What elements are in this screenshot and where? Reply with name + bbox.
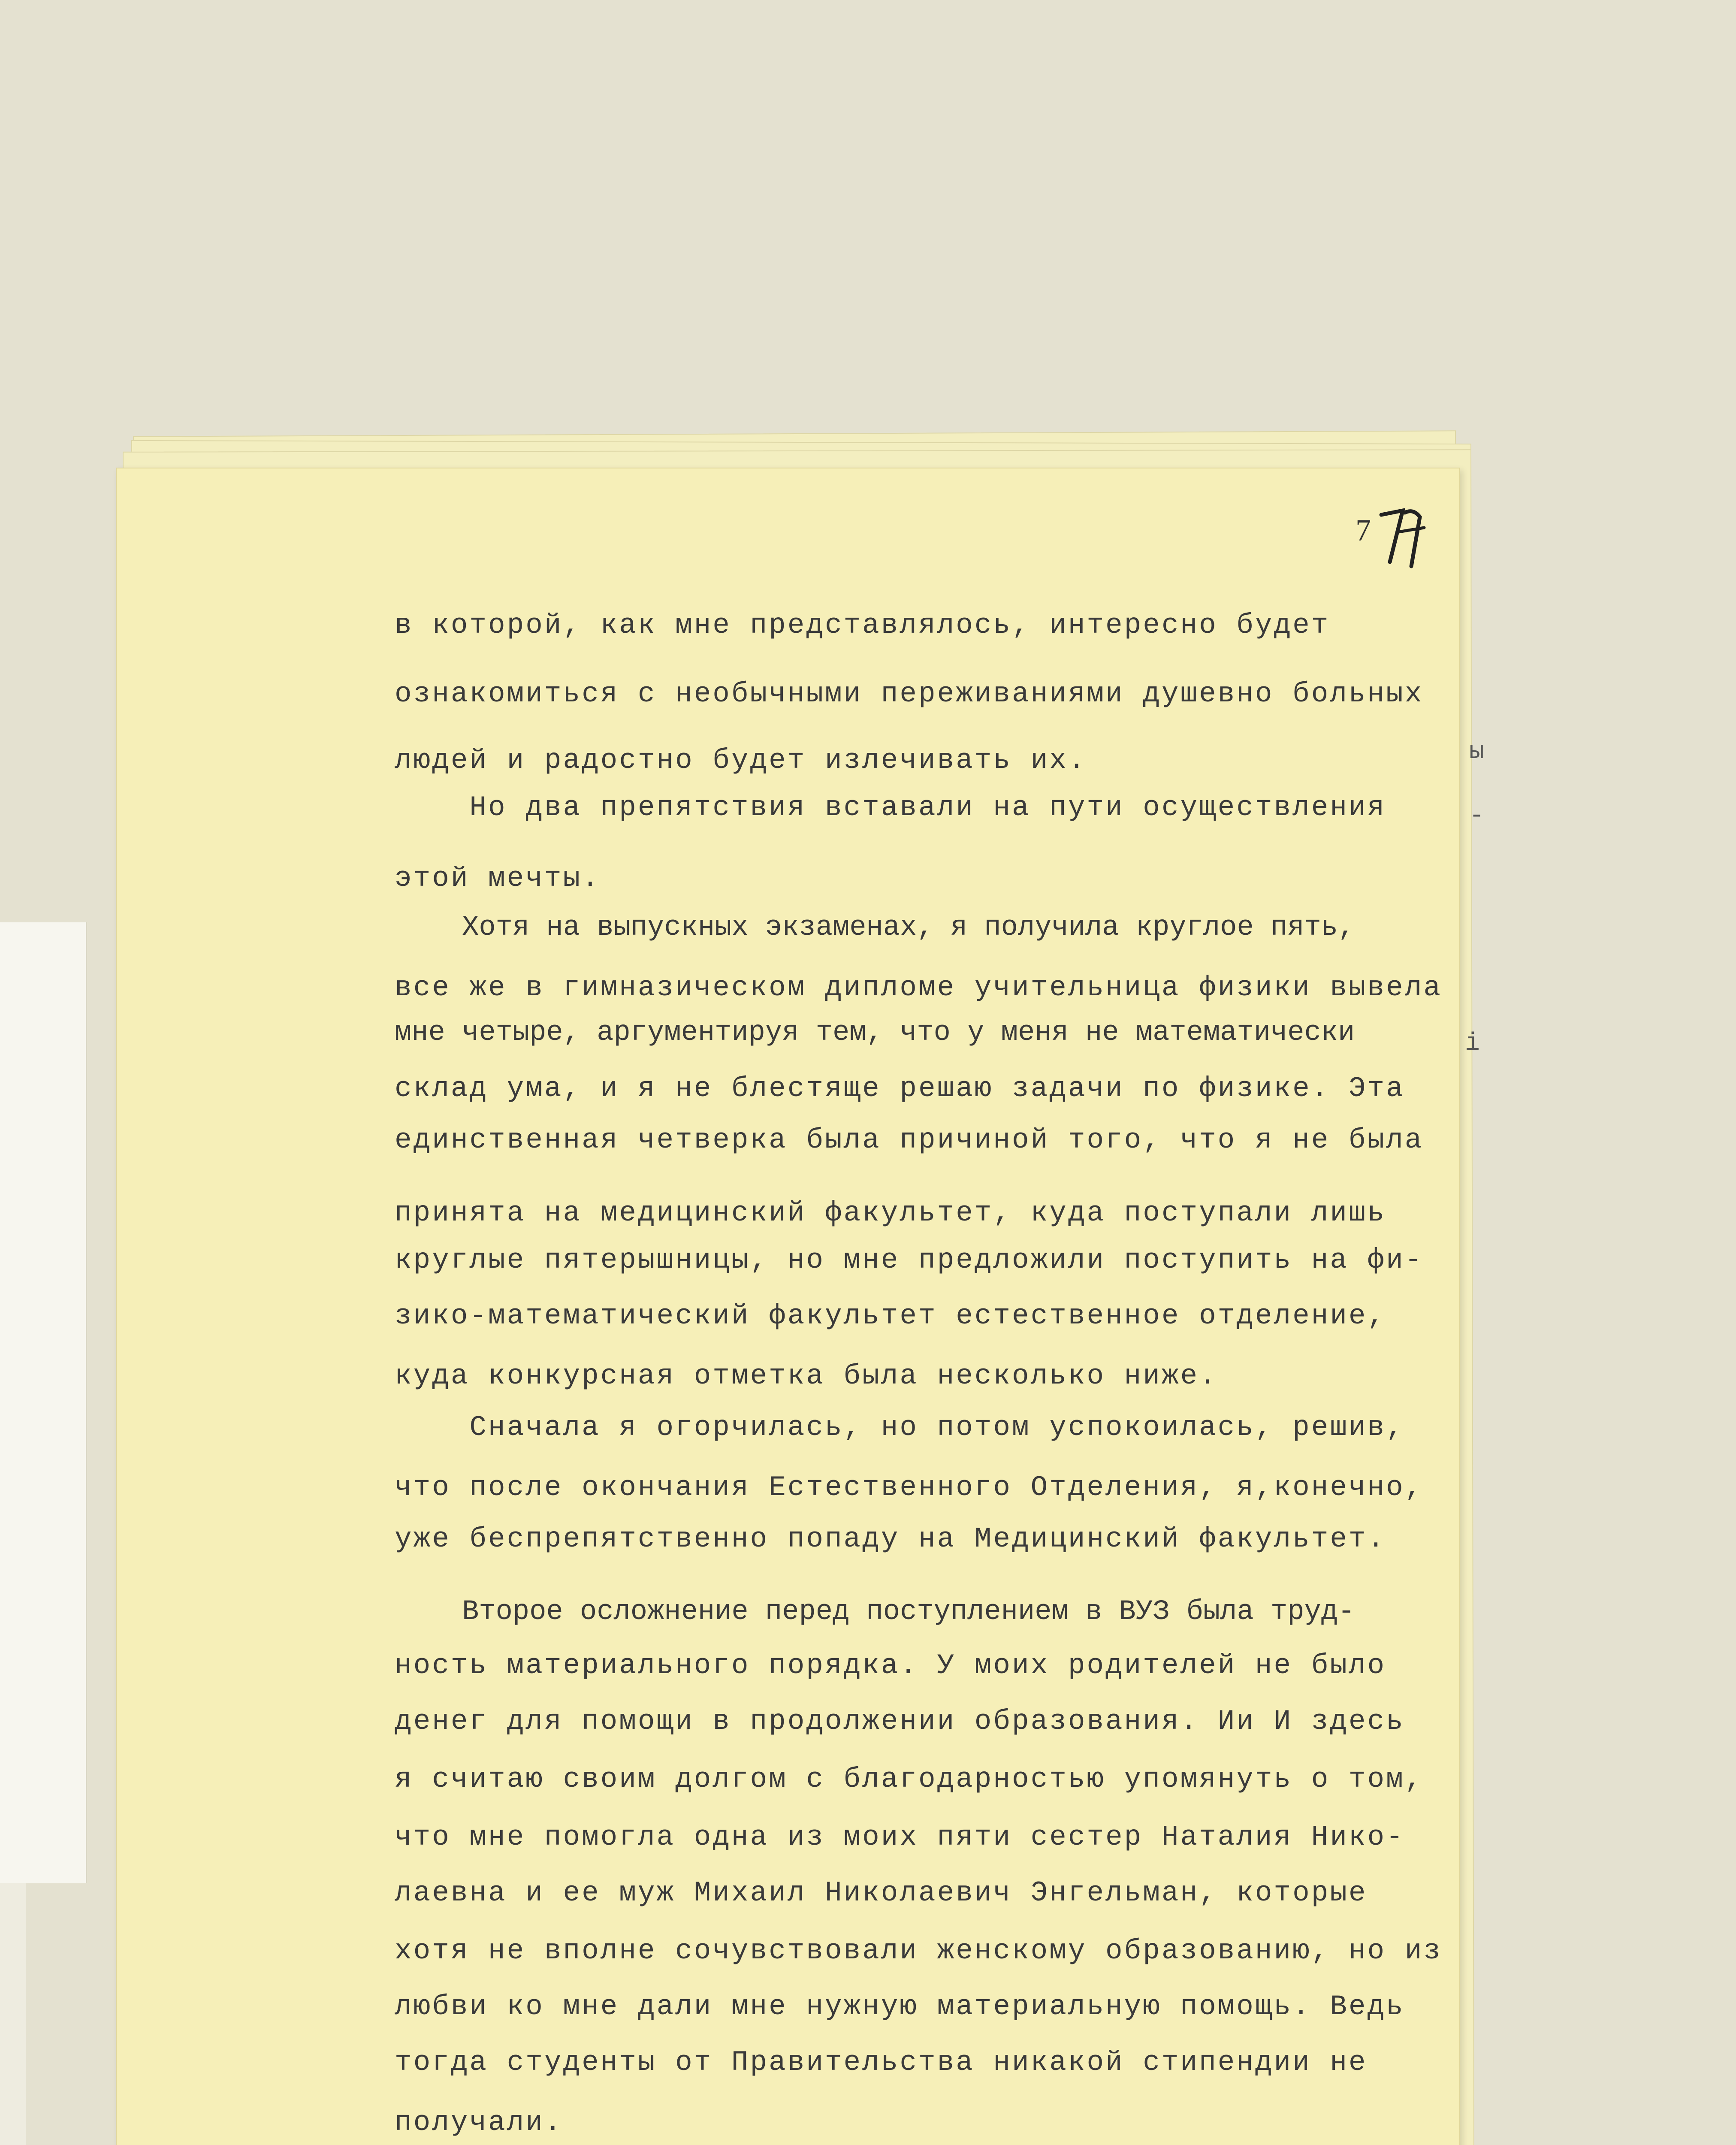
text-line: круглые пятерышницы, но мне предложили поступить на фи- — [395, 1244, 1424, 1276]
text-line: хотя не вполне сочувствовали женскому образованию, но из — [395, 1935, 1442, 1967]
text-line: что после окончания Естественного Отделения, я,конечно, — [395, 1471, 1424, 1504]
text-line: тогда студенты от Правительства никакой стипендии не — [395, 2046, 1368, 2079]
left-adjacent-page — [0, 922, 87, 1883]
text-line: лаевна и ее муж Михаил Николаевич Энгельман, которые — [395, 1877, 1368, 1909]
left-page-edge — [0, 1883, 26, 2145]
text-line: этой мечты. — [395, 862, 601, 894]
text-line: мне четыре, аргументируя тем, что у меня не математически — [395, 1017, 1355, 1048]
text-line: куда конкурсная отметка была несколько ниже. — [395, 1360, 1218, 1392]
text-line: Второе осложнение перед поступлением в ВУЗ была труд- — [395, 1596, 1355, 1628]
text-line: что мне помогла одна из моих пяти сестер Наталия Нико- — [395, 1821, 1405, 1853]
edge-mark: ы — [1469, 738, 1484, 766]
text-line: единственная четверка была причиной того, что я не была — [395, 1124, 1424, 1156]
text-line: Сначала я огорчилась, но потом успокоилась, решив, — [395, 1411, 1405, 1444]
edge-mark: і — [1465, 1030, 1480, 1057]
text-line: я считаю своим долгом с благодарностью упомянуть о том, — [395, 1763, 1424, 1795]
page-number: 7 — [1356, 513, 1371, 547]
text-line: ознакомиться с необычными переживаниями душевно больных — [395, 678, 1424, 710]
text-line: ность материального порядка. У моих родителей не было — [395, 1650, 1386, 1682]
text-line: любви ко мне дали мне нужную материальную помощь. Ведь — [395, 1991, 1405, 2023]
text-line: в которой, как мне представлялось, интересно будет — [395, 609, 1330, 641]
text-line: денег для помощи в продолжении образования. Ии И здесь — [395, 1705, 1405, 1737]
text-line: людей и радостно будет излечивать их. — [395, 744, 1087, 776]
text-line: все же в гимназическом дипломе учительница физики вывела — [395, 972, 1442, 1004]
text-line: уже беспрепятственно попаду на Медицинский факультет. — [395, 1523, 1386, 1555]
text-line: Хотя на выпускных экзаменах, я получила круглое пять, — [395, 912, 1355, 943]
handwritten-folio-mark — [1373, 498, 1433, 571]
text-line: склад ума, и я не блестяще решаю задачи по физике. Эта — [395, 1072, 1405, 1105]
text-line: получали. — [395, 2106, 563, 2139]
text-line: Но два препятствия вставали на пути осуществления — [395, 792, 1386, 824]
edge-mark: - — [1469, 802, 1484, 830]
text-line: принята на медицинский факультет, куда поступали лишь — [395, 1197, 1386, 1229]
text-line: зико-математический факультет естественное отделение, — [395, 1300, 1386, 1332]
